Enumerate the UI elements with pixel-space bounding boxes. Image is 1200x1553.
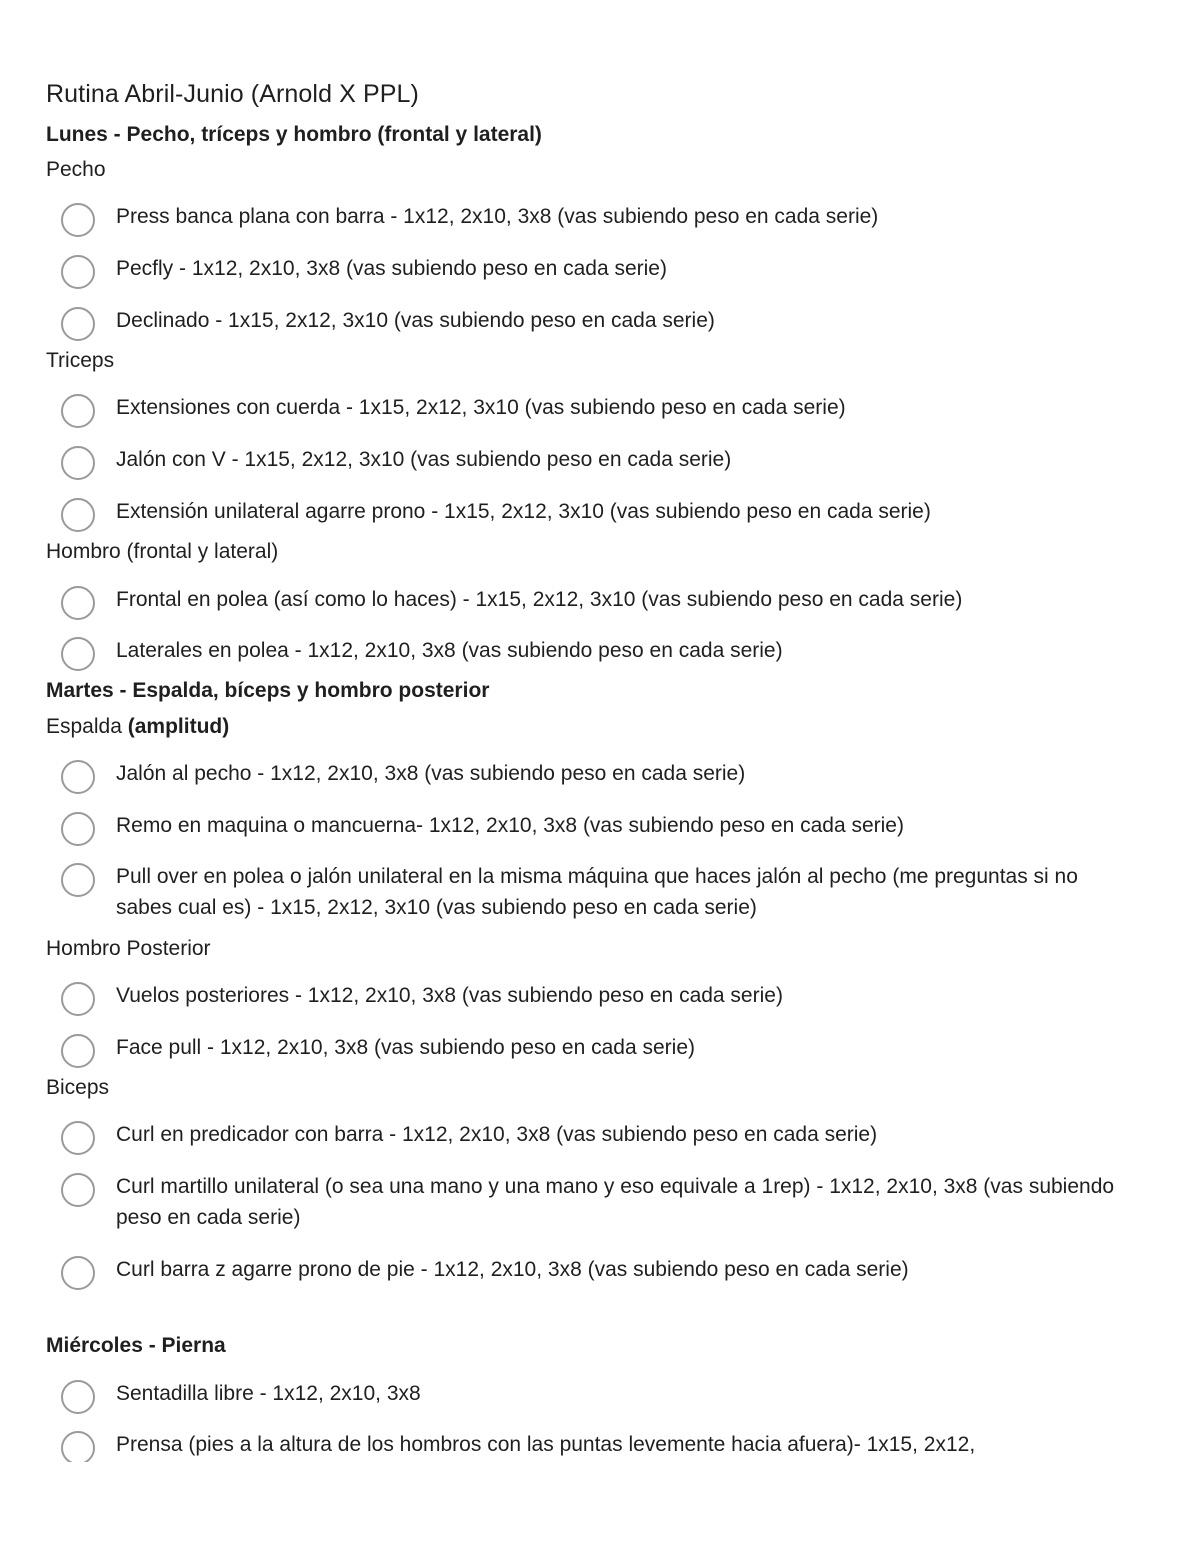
section-label-triceps: Triceps [46,349,115,372]
day-heading-martes: Martes - Espalda, bíceps y hombro posterior [46,679,490,702]
checkbox-circle[interactable] [61,586,95,620]
exercise-item: Sentadilla libre - 1x12, 2x10, 3x8 [116,1382,421,1405]
day-heading-lunes: Lunes - Pecho, tríceps y hombro (frontal y lateral) [46,123,542,146]
checkbox-circle[interactable] [61,255,95,289]
exercise-item: Curl martillo unilateral (o sea una mano y una mano y eso equivale a 1rep) - 1x12, 2x10, 3x8 (vas subiendo peso en cada serie) [116,1175,1115,1229]
exercise-item: Press banca plana con barra - 1x12, 2x10, 3x8 (vas subiendo peso en cada serie) [116,205,879,228]
section-label-espalda-main: Espalda [46,715,122,738]
exercise-item: Jalón con V - 1x15, 2x12, 3x10 (vas subiendo peso en cada serie) [116,448,732,471]
exercise-item: Curl barra z agarre prono de pie - 1x12, 2x10, 3x8 (vas subiendo peso en cada serie) [116,1258,909,1281]
exercise-item: Laterales en polea - 1x12, 2x10, 3x8 (vas subiendo peso en cada serie) [116,639,783,662]
checkbox-circle[interactable] [61,812,95,846]
section-label-espalda [46,715,229,739]
checkbox-circle[interactable] [61,498,95,532]
exercise-item: Prensa (pies a la altura de los hombros con las puntas levemente hacia afuera)- 1x15, 2x12, [116,1433,976,1456]
exercise-item: Remo en maquina o mancuerna- 1x12, 2x10, 3x8 (vas subiendo peso en cada serie) [116,814,904,837]
exercise-item: Frontal en polea (así como lo haces) - 1x15, 2x12, 3x10 (vas subiendo peso en cada serie) [116,588,963,611]
checkbox-circle[interactable] [61,1256,95,1290]
exercise-item: Extensiones con cuerda - 1x15, 2x12, 3x10 (vas subiendo peso en cada serie) [116,396,846,419]
routine-content [46,0,1146,1462]
checkbox-circle[interactable] [61,760,95,794]
checkbox-circle[interactable] [61,637,95,671]
exercise-item: Declinado - 1x15, 2x12, 3x10 (vas subiendo peso en cada serie) [116,309,715,332]
exercise-item: Curl en predicador con barra - 1x12, 2x10, 3x8 (vas subiendo peso en cada serie) [116,1123,878,1146]
checkbox-circle[interactable] [61,307,95,341]
exercise-item: Pecfly - 1x12, 2x10, 3x8 (vas subiendo peso en cada serie) [116,257,667,280]
checkbox-circle[interactable] [61,1431,95,1462]
section-label-espalda-qualifier: (amplitud) [127,715,230,738]
checkbox-circle[interactable] [61,1380,95,1414]
exercise-item: Pull over en polea o jalón unilateral en la misma máquina que haces jalón al pecho (me preguntas si no sabes cual es) - 1x15, 2x12, 3x10 (vas subiendo peso en cada serie) [116,865,1078,919]
exercise-item: Extensión unilateral agarre prono - 1x15, 2x12, 3x10 (vas subiendo peso en cada serie) [116,500,931,523]
checkbox-circle[interactable] [61,1173,95,1207]
checkbox-circle[interactable] [61,1034,95,1068]
checkbox-circle[interactable] [61,203,95,237]
checkbox-circle[interactable] [61,394,95,428]
checkbox-circle[interactable] [61,1121,95,1155]
page-title: Rutina Abril-Junio (Arnold X PPL) [46,80,419,108]
checkbox-circle[interactable] [61,446,95,480]
exercise-item: Jalón al pecho - 1x12, 2x10, 3x8 (vas subiendo peso en cada serie) [116,762,746,785]
checkbox-circle[interactable] [61,863,95,897]
section-label-hombro: Hombro (frontal y lateral) [46,540,279,563]
checkbox-circle[interactable] [61,982,95,1016]
day-heading-miercoles: Miércoles - Pierna [46,1334,226,1357]
exercise-item: Face pull - 1x12, 2x10, 3x8 (vas subiendo peso en cada serie) [116,1036,696,1059]
section-label-pecho: Pecho [46,158,106,181]
exercise-item: Vuelos posteriores - 1x12, 2x10, 3x8 (vas subiendo peso en cada serie) [116,984,783,1007]
section-label-biceps: Biceps [46,1076,110,1099]
section-label-hombro-posterior: Hombro Posterior [46,937,211,960]
